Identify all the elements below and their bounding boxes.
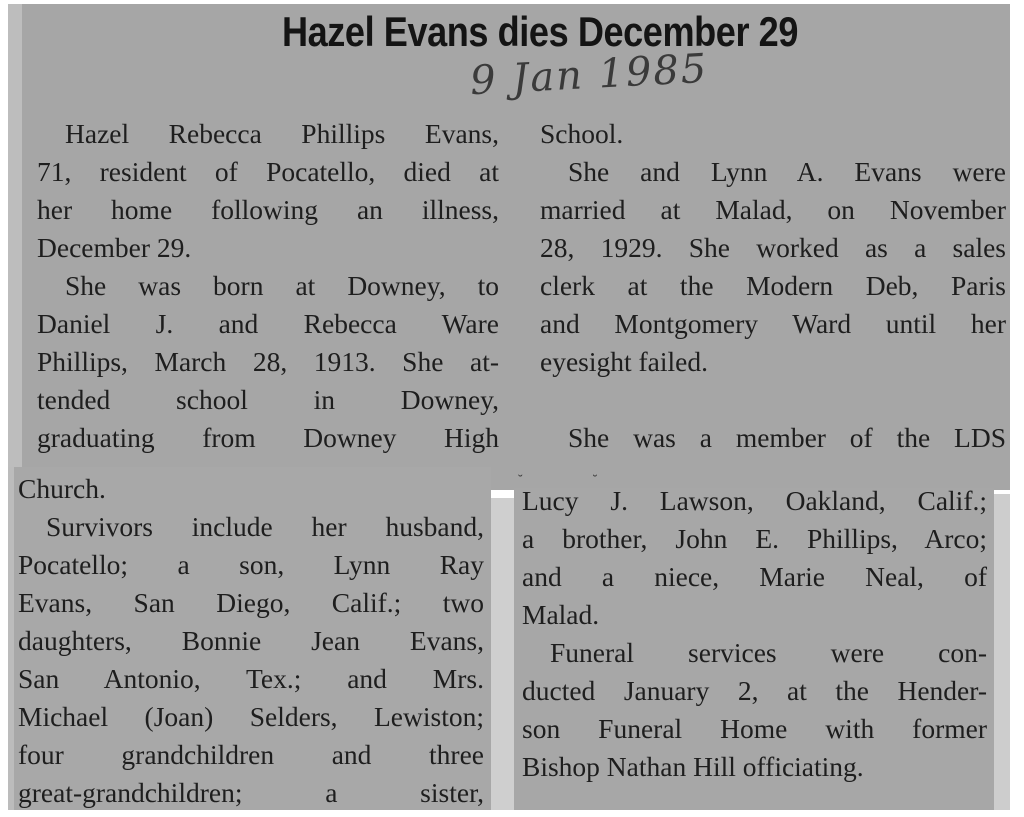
text-line: December 29. [37, 232, 192, 263]
text-line: Pocatello; a son, Lynn Ray [18, 549, 484, 580]
paper-edge-strip [994, 494, 1010, 810]
text-line: Funeral services were con- [550, 637, 987, 668]
cut-marks: ˘˘ [518, 473, 668, 488]
column-1 [37, 115, 499, 457]
text-line: School. [540, 118, 624, 149]
text-line: tended school in Downey, [37, 384, 499, 415]
text-line: Michael (Joan) Selders, Lewiston; [18, 701, 484, 732]
text-line: Church. [18, 473, 106, 504]
text-line: Phillips, March 28, 1913. She at- [37, 346, 499, 377]
headline: Hazel Evans dies December 29 [281, 8, 798, 55]
text-line: and Montgomery Ward until her [540, 308, 1006, 339]
text-line: great-grandchildren; a sister, [18, 777, 484, 808]
column-2 [540, 115, 1006, 457]
text-line: She and Lynn A. Evans were [568, 156, 1006, 187]
text-line: 28, 1929. She worked as a sales [540, 232, 1006, 263]
text-line: Lucy J. Lawson, Oakland, Calif.; [522, 485, 987, 516]
text-line: eyesight failed. [540, 346, 708, 377]
paper-edge [8, 467, 14, 810]
text-line: Bishop Nathan Hill officiating. [522, 751, 864, 782]
text-line: her home following an illness, [37, 194, 499, 225]
paper-edge [8, 4, 22, 490]
column-3 [18, 470, 484, 812]
text-line: Survivors include her husband, [46, 511, 484, 542]
text-line: Daniel J. and Rebecca Ware [37, 308, 499, 339]
paper-gap-strip [491, 498, 514, 810]
text-line: four grandchildren and three [18, 739, 484, 770]
text-line: and a niece, Marie Neal, of [522, 561, 987, 592]
text-line: Malad. [522, 599, 600, 630]
text-line: a brother, John E. Phillips, Arco; [522, 523, 987, 554]
text-line: She was born at Downey, to [65, 270, 499, 301]
text-line: clerk at the Modern Deb, Paris [540, 270, 1006, 301]
text-line: married at Malad, on November [540, 194, 1006, 225]
text-line: son Funeral Home with former [522, 713, 987, 744]
text-line: graduating from Downey High [37, 422, 499, 453]
text-line: Hazel Rebecca Phillips Evans, [65, 118, 499, 149]
text-line: San Antonio, Tex.; and Mrs. [18, 663, 484, 694]
paragraph-gap [540, 381, 1006, 419]
text-line: Evans, San Diego, Calif.; two [18, 587, 484, 618]
handwritten-date: 9 Jan 1985 [468, 45, 710, 105]
text-line: daughters, Bonnie Jean Evans, [18, 625, 484, 656]
column-4 [522, 482, 987, 786]
text-line: She was a member of the LDS [568, 422, 1006, 453]
text-line: ducted January 2, at the Hender- [522, 675, 987, 706]
text-line: 71, resident of Pocatello, died at [37, 156, 499, 187]
